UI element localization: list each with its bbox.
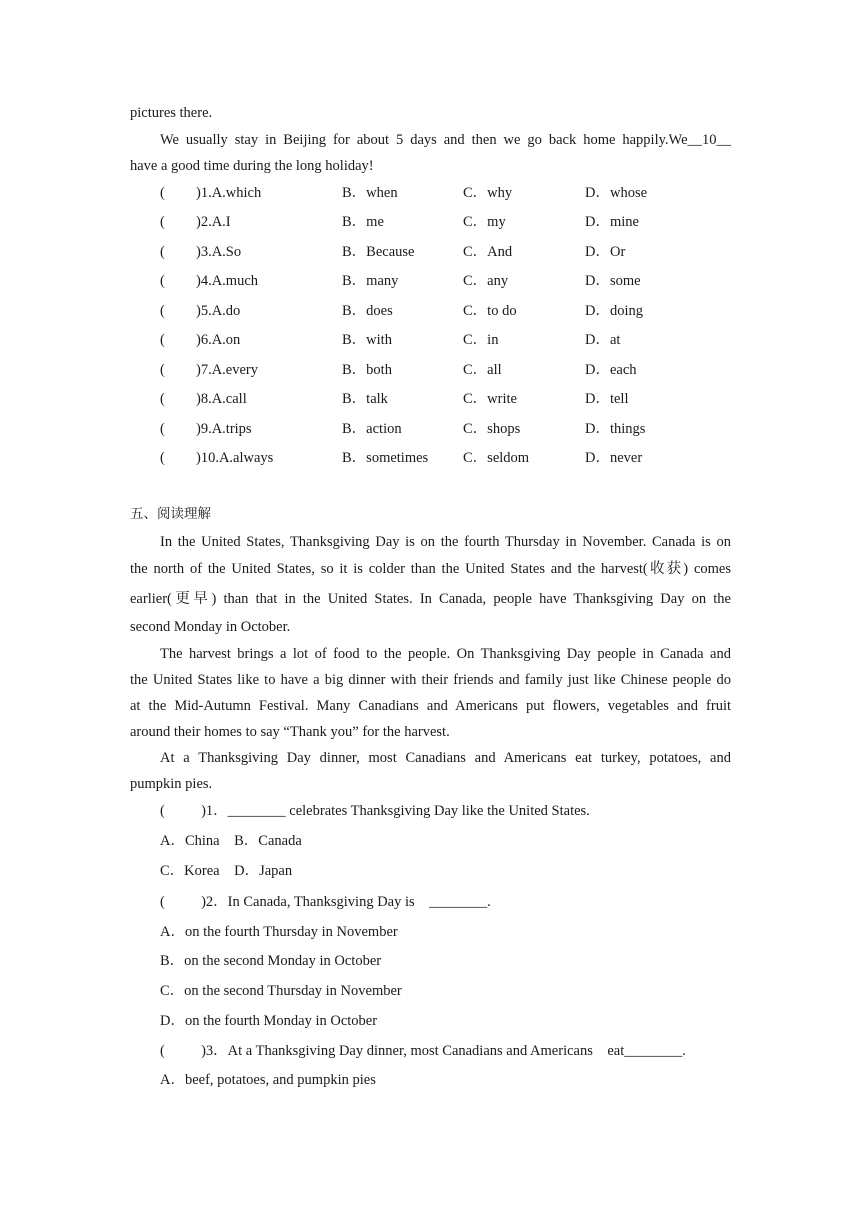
passage-line: pumpkin pies. [130,776,213,792]
intro-line: pictures there. [130,105,213,121]
option-d: D．tell [585,391,629,407]
question-option-a: )2.A.I [196,214,231,230]
option-b: B．many [342,273,399,289]
option-c: C．my [463,214,506,230]
answer-paren: ( [160,273,165,289]
option-b: B．action [342,421,402,437]
question-option-a: )6.A.on [196,332,241,348]
option-d: D．each [585,362,637,378]
question-option: A．beef, potatoes, and pumpkin pies [160,1072,376,1088]
option-c: C．seldom [463,450,530,466]
question-option: D．on the fourth Monday in October [160,1013,378,1029]
intro-line: We usually stay in Beijing for about 5 days and then we go back home happily.We__10__ [160,132,731,148]
intro-line: have a good time during the long holiday! [130,158,374,174]
option-b: B．talk [342,391,388,407]
option-d: D．mine [585,214,639,230]
passage-line: the north of the United States, so it is colder than the United States and the harvest(收获) comes [130,561,731,577]
option-d: D．whose [585,185,648,201]
option-b: B．when [342,185,398,201]
option-d: D．some [585,273,641,289]
option-b: B．sometimes [342,450,429,466]
answer-paren: ( [160,362,165,378]
option-c: C．to do [463,303,517,319]
question-option: C．on the second Thursday in November [160,983,402,999]
question-stem: ( )1．________ celebrates Thanksgiving Day like the United States. [160,803,590,819]
answer-paren: ( [160,332,165,348]
option-b: B．me [342,214,384,230]
answer-paren: ( [160,185,165,201]
option-d: D．never [585,450,643,466]
question-option-a: )8.A.call [196,391,247,407]
option-d: D．Or [585,244,626,260]
question-options: A．China B．Canada [160,833,302,849]
question-option: B．on the second Monday in October [160,953,382,969]
option-c: C．why [463,185,513,201]
passage-line: earlier(更早) than that in the United States. In Canada, people have Thanksgiving Day on the [130,591,731,607]
answer-paren: ( [160,450,165,466]
passage-line: the United States like to have a big dinner with their friends and family just like Chinese people do [130,672,731,688]
passage-line: At a Thanksgiving Day dinner, most Canadians and Americans eat turkey, potatoes, and [160,750,731,766]
option-d: D．things [585,421,646,437]
answer-paren: ( [160,214,165,230]
question-option-a: )1.A.which [196,185,262,201]
option-c: C．shops [463,421,521,437]
question-option-a: )9.A.trips [196,421,252,437]
option-b: B．both [342,362,392,378]
question-option-a: )7.A.every [196,362,259,378]
option-c: C．write [463,391,517,407]
passage-line: at the Mid-Autumn Festival. Many Canadians and Americans put flowers, vegetables and fruit [130,698,731,714]
passage-line: In the United States, Thanksgiving Day is on the fourth Thursday in November. Canada is on [160,534,731,550]
answer-paren: ( [160,391,165,407]
option-d: D．at [585,332,621,348]
answer-paren: ( [160,244,165,260]
option-c: C．any [463,273,509,289]
option-c: C．in [463,332,499,348]
question-option-a: )3.A.So [196,244,242,260]
question-stem: ( )3．At a Thanksgiving Day dinner, most Canadians and Americans eat________. [160,1043,686,1059]
question-options: C．Korea D．Japan [160,863,293,879]
passage-line: The harvest brings a lot of food to the people. On Thanksgiving Day people in Canada and [160,646,731,662]
question-option-a: )5.A.do [196,303,241,319]
question-option-a: )10.A.always [196,450,274,466]
passage-line: second Monday in October. [130,619,291,635]
option-b: B．Because [342,244,415,260]
passage-line: around their homes to say “Thank you” for the harvest. [130,724,450,740]
option-d: D．doing [585,303,643,319]
question-option: A．on the fourth Thursday in November [160,924,398,940]
option-c: C．all [463,362,502,378]
answer-paren: ( [160,421,165,437]
option-b: B．does [342,303,393,319]
option-c: C．And [463,244,513,260]
question-option-a: )4.A.much [196,273,259,289]
option-b: B．with [342,332,392,348]
question-stem: ( )2．In Canada, Thanksgiving Day is ________. [160,894,491,910]
section-title: 五、阅读理解 [130,506,211,522]
answer-paren: ( [160,303,165,319]
